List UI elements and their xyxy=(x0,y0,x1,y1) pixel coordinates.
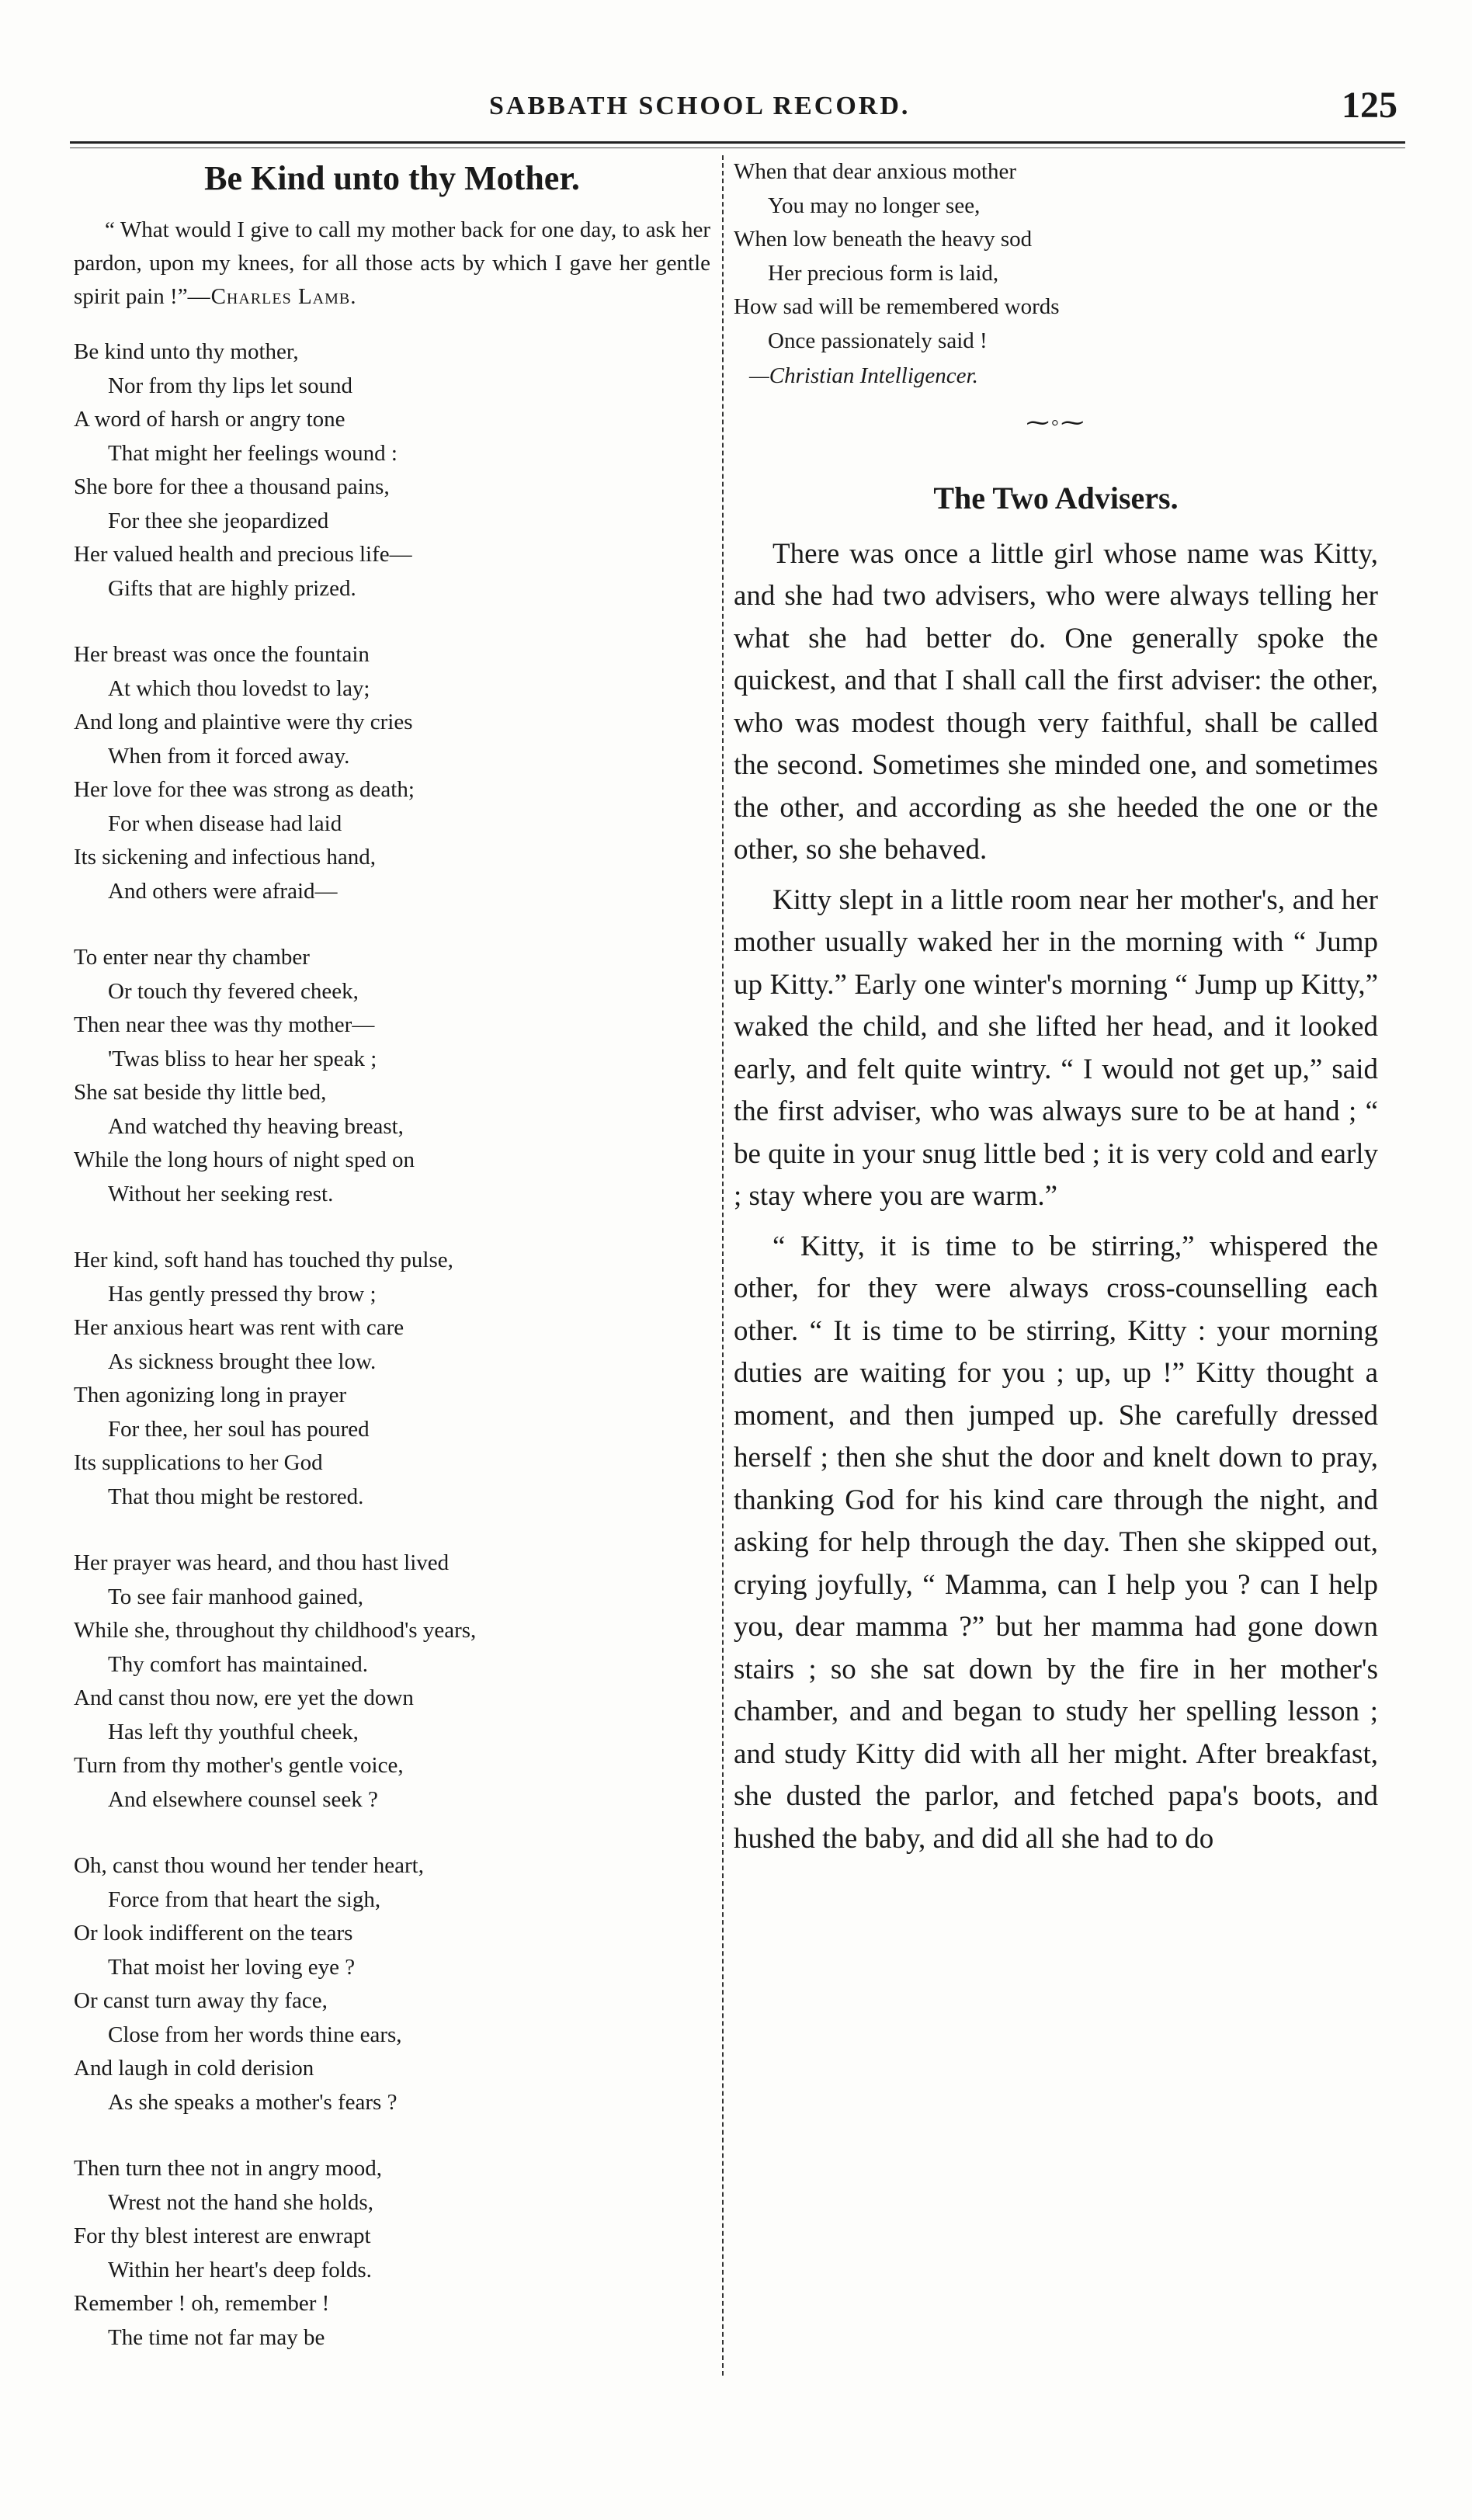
poem-line: Then turn thee not in angry mood, xyxy=(74,2156,383,2181)
poem-line: Close from her words thine ears, xyxy=(108,2022,402,2047)
poem-line: When that dear anxious mother xyxy=(734,159,1016,184)
poem-line: And others were afraid— xyxy=(108,878,338,904)
poem-line: When from it forced away. xyxy=(108,743,350,769)
poem-line: Her breast was once the fountain xyxy=(74,642,370,667)
poem-line: Then near thee was thy mother— xyxy=(74,1012,375,1037)
poem-line: To see fair manhood gained, xyxy=(108,1584,363,1609)
poem-line: As she speaks a mother's fears ? xyxy=(108,2089,398,2115)
page-header xyxy=(70,84,1405,146)
poem-line: Its supplications to her God xyxy=(74,1450,323,1475)
poem-line: Her love for thee was strong as death; xyxy=(74,777,415,802)
poem-line: For thy blest interest are enwrapt xyxy=(74,2223,371,2248)
poem-line: Her precious form is laid, xyxy=(768,260,999,286)
poem-line: Has gently pressed thy brow ; xyxy=(108,1281,377,1307)
poem-line: Oh, canst thou wound her tender heart, xyxy=(74,1853,424,1878)
poem-line: Once passionately said ! xyxy=(768,328,988,353)
poem-line: Or touch thy fevered cheek, xyxy=(108,978,359,1004)
stanza xyxy=(74,941,710,1211)
poem-line: When low beneath the heavy sod xyxy=(734,227,1033,252)
poem-line: For thee she jeopardized xyxy=(108,508,329,533)
poem-line: The time not far may be xyxy=(108,2324,325,2350)
poem-line: As sickness brought thee low. xyxy=(108,1349,377,1374)
section-ornament: ⁓◦⁓ xyxy=(1026,409,1086,436)
poem-line: And watched thy heaving breast, xyxy=(108,1113,404,1139)
stanza xyxy=(74,1849,710,2119)
poem-line: And canst thou now, ere yet the down xyxy=(74,1685,414,1710)
stanza xyxy=(74,1546,710,1817)
poem-line: That moist her loving eye ? xyxy=(108,1954,356,1980)
poem-body-continued xyxy=(734,155,1378,358)
poem-line: While the long hours of night sped on xyxy=(74,1147,415,1172)
poem-line: That might her feelings wound : xyxy=(108,440,398,466)
poem-line: While she, throughout thy childhood's years, xyxy=(74,1618,477,1643)
poem-line: At which thou lovedst to lay; xyxy=(108,675,370,701)
stanza xyxy=(734,155,1378,358)
poem-line: Her anxious heart was rent with care xyxy=(74,1315,404,1340)
poem-line: Her kind, soft hand has touched thy pulse, xyxy=(74,1248,453,1272)
poem-line: Remember ! oh, remember ! xyxy=(74,2291,330,2316)
poem-line: You may no longer see, xyxy=(768,193,981,218)
poem-line: Wrest not the hand she holds, xyxy=(108,2189,373,2215)
story-body xyxy=(734,533,1378,1861)
poem-line: Or look indifferent on the tears xyxy=(74,1921,353,1946)
stanza xyxy=(74,335,710,606)
poem-line: Has left thy youthful cheek, xyxy=(108,1719,359,1744)
stanza xyxy=(74,638,710,908)
page-number: 125 xyxy=(1342,85,1397,126)
poem-attribution: —Christian Intelligencer. xyxy=(749,363,978,388)
epigraph-text: “ What would I give to call my mother back for one day, to ask her pardon, upon my knees, for all those acts by which I gave her gentle spirit pain !” xyxy=(74,217,710,309)
column-divider xyxy=(722,155,724,2376)
stanza xyxy=(74,2152,710,2355)
left-column xyxy=(74,155,710,2387)
poem-line: Or canst turn away thy face, xyxy=(74,1988,328,2013)
story-paragraph: There was once a little girl whose name was Kitty, and she had two advisers, who were always telling her what she had better do. One generally spoke the quickest, and that I shall call the first adviser: the other, who was modest though very faithful, shall be called the second. Sometimes she minded one, and sometimes the other, and according as she heeded the one or the other, so she behaved. xyxy=(734,537,1378,866)
poem-line: And long and plaintive were thy cries xyxy=(74,710,413,734)
poem-line: And laugh in cold derision xyxy=(74,2056,314,2081)
poem-line: For when disease had laid xyxy=(108,810,342,836)
poem-line: She bore for thee a thousand pains, xyxy=(74,474,390,499)
story-paragraph: Kitty slept in a little room near her mother's, and her mother usually waked her in the morning with “ Jump up Kitty.” Early one winter's morning “ Jump up Kitty,” waked the child, and she lifted her head, and it looked early, and felt quite wintry. “ I would not get up,” said the first adviser, who was always sure to be at hand ; “ be quite in your snug little bed ; it is very cold and early ; stay where you are warm.” xyxy=(734,883,1378,1212)
poem-line: Force from that heart the sigh, xyxy=(108,1887,381,1912)
poem-body xyxy=(74,335,710,2355)
poem-line: And elsewhere counsel seek ? xyxy=(108,1786,378,1812)
poem-line: Her prayer was heard, and thou hast lived xyxy=(74,1550,450,1575)
epigraph-author: —Charles Lamb. xyxy=(187,284,357,309)
story-paragraph: “ Kitty, it is time to be stirring,” whispered the other, for they were always cross-counselling each other. “ It is time to be stirring, Kitty : your morning duties are waiting for you ; up, up !” Kitty thought a moment, and then jumped up. She carefully dressed herself ; then she shut the door and knelt down to pray, thanking God for his kind care through the night, and asking for help through the day. Then she skipped out, crying joyfully, “ Mamma, can I help you ? can I help you, dear mamma ?” but her mamma had gone down stairs ; so she sat down by the fire in her mother's chamber, and and began to study her spelling lesson ; and study Kitty did with all her might. After breakfast, she dusted the parlor, and fetched papa's boots, and hushed the baby, and did all she had to do xyxy=(734,1230,1378,1855)
poem-line: To enter near thy chamber xyxy=(74,945,310,970)
poem-line: Its sickening and infectious hand, xyxy=(74,845,376,870)
poem-line: For thee, her soul has poured xyxy=(108,1416,370,1442)
running-head: SABBATH SCHOOL RECORD. xyxy=(489,92,911,120)
poem-title: Be Kind unto thy Mother. xyxy=(204,159,580,197)
header-rule xyxy=(70,141,1405,144)
poem-line: A word of harsh or angry tone xyxy=(74,407,345,432)
stanza xyxy=(74,1244,710,1514)
poem-line: Turn from thy mother's gentle voice, xyxy=(74,1753,404,1778)
poem-line: Nor from thy lips let sound xyxy=(108,373,352,398)
right-column xyxy=(734,155,1378,1868)
story-title: The Two Advisers. xyxy=(933,480,1179,515)
poem-line: Within her heart's deep folds. xyxy=(108,2257,372,2282)
poem-line: 'Twas bliss to hear her speak ; xyxy=(108,1046,377,1071)
poem-line: Gifts that are highly prized. xyxy=(108,575,356,601)
poem-line: How sad will be remembered words xyxy=(734,294,1060,319)
poem-line: Thy comfort has maintained. xyxy=(108,1651,369,1677)
poem-line: Her valued health and precious life— xyxy=(74,542,412,567)
poem-line: Be kind unto thy mother, xyxy=(74,339,299,364)
poem-line: That thou might be restored. xyxy=(108,1484,364,1509)
poem-line: Then agonizing long in prayer xyxy=(74,1383,347,1408)
poem-line: Without her seeking rest. xyxy=(108,1181,334,1206)
poem-line: She sat beside thy little bed, xyxy=(74,1080,327,1105)
epigraph xyxy=(74,213,710,314)
